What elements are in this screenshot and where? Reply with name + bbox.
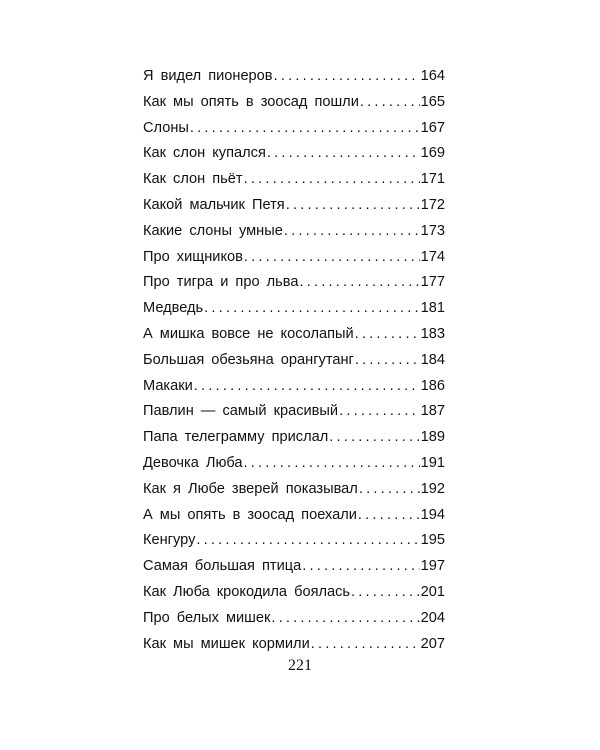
dot-leader bbox=[351, 580, 420, 606]
toc-entry-title: А мы опять в зоосад поехали bbox=[143, 506, 357, 523]
toc-entry bbox=[143, 141, 445, 167]
toc-entry-page: 169 bbox=[420, 145, 445, 162]
dot-leader bbox=[302, 554, 419, 580]
dot-leader bbox=[244, 245, 420, 271]
toc-entry-title: Про белых мишек bbox=[143, 609, 271, 626]
toc-entry-page: 174 bbox=[420, 248, 445, 265]
page-number: 221 bbox=[288, 657, 312, 674]
toc-entry-page: 194 bbox=[420, 506, 445, 523]
toc-entry-page: 164 bbox=[420, 68, 445, 84]
toc-entry bbox=[143, 606, 445, 632]
toc-entry-title: А мишка вовсе не косолапый bbox=[143, 325, 354, 342]
toc-entry bbox=[143, 503, 445, 529]
toc-entry-title: Как слон купался bbox=[143, 145, 266, 162]
dot-leader bbox=[355, 348, 420, 374]
toc-entry bbox=[143, 167, 445, 193]
dot-leader bbox=[267, 141, 420, 167]
dot-leader bbox=[286, 193, 420, 219]
toc-entry-page: 181 bbox=[420, 300, 445, 317]
toc-entry-title: Какой мальчик Петя bbox=[143, 196, 285, 213]
dot-leader bbox=[204, 296, 420, 322]
dot-leader bbox=[194, 374, 420, 400]
toc-entry-title: Папа телеграмму прислал bbox=[143, 429, 329, 446]
dot-leader bbox=[190, 116, 420, 142]
dot-leader bbox=[329, 425, 419, 451]
toc-entry-page: 172 bbox=[420, 196, 445, 213]
dot-leader bbox=[339, 399, 420, 425]
toc-entry-page: 189 bbox=[420, 429, 445, 446]
dot-leader bbox=[358, 503, 420, 529]
toc-entry-title: Как я Любе зверей показывал bbox=[143, 480, 358, 497]
toc-entry-page: 191 bbox=[420, 454, 445, 471]
toc-entry-page: 184 bbox=[420, 351, 445, 368]
toc-entry-page: 201 bbox=[420, 583, 445, 600]
toc-entry-title: Девочка Люба bbox=[143, 454, 243, 471]
dot-leader bbox=[355, 322, 420, 348]
toc-entry-title: Как слон пьёт bbox=[143, 171, 243, 188]
dot-leader bbox=[196, 528, 419, 554]
toc-entry-title: Кенгуру bbox=[143, 532, 196, 549]
dot-leader bbox=[271, 606, 419, 632]
toc-entry-page: 195 bbox=[420, 532, 445, 549]
table-of-contents bbox=[143, 64, 445, 657]
toc-entry-page: 177 bbox=[420, 274, 445, 291]
toc-entry-title: Какие слоны умные bbox=[143, 222, 283, 239]
dot-leader bbox=[284, 219, 420, 245]
toc-entry-page: 186 bbox=[420, 377, 445, 394]
toc-entry bbox=[143, 64, 445, 90]
toc-entry-title: Медведь bbox=[143, 300, 204, 317]
toc-entry bbox=[143, 374, 445, 400]
toc-entry bbox=[143, 270, 445, 296]
toc-entry bbox=[143, 399, 445, 425]
dot-leader bbox=[274, 64, 420, 90]
toc-entry-page: 192 bbox=[420, 480, 445, 497]
toc-entry-title: Самая большая птица bbox=[143, 558, 302, 575]
toc-entry-page: 183 bbox=[420, 325, 445, 342]
toc-entry-page: 171 bbox=[420, 171, 445, 188]
toc-entry bbox=[143, 116, 445, 142]
toc-entry-page: 204 bbox=[420, 609, 445, 626]
toc-entry bbox=[143, 322, 445, 348]
toc-entry-page: 173 bbox=[420, 222, 445, 239]
dot-leader bbox=[244, 167, 420, 193]
toc-entry bbox=[143, 632, 445, 658]
toc-entry-title: Как мы мишек кормили bbox=[143, 635, 310, 652]
toc-entry-title: Как Люба крокодила боялась bbox=[143, 583, 350, 600]
toc-entry-page: 187 bbox=[420, 403, 445, 420]
dot-leader bbox=[311, 632, 420, 658]
toc-entry bbox=[143, 554, 445, 580]
toc-entry-title: Про тигра и про льва bbox=[143, 274, 299, 291]
dot-leader bbox=[360, 90, 420, 116]
toc-entry-title: Макаки bbox=[143, 377, 193, 394]
toc-entry-page: 197 bbox=[420, 558, 445, 575]
toc-entry-title: Я видел пионеров bbox=[143, 68, 273, 84]
toc-entry bbox=[143, 193, 445, 219]
toc-entry-title: Про хищников bbox=[143, 248, 243, 265]
toc-entry-title: Как мы опять в зоосад пошли bbox=[143, 93, 359, 110]
toc-entry bbox=[143, 451, 445, 477]
toc-entry bbox=[143, 296, 445, 322]
dot-leader bbox=[299, 270, 419, 296]
toc-entry-page: 207 bbox=[420, 635, 445, 652]
dot-leader bbox=[359, 477, 420, 503]
dot-leader bbox=[244, 451, 420, 477]
toc-entry bbox=[143, 219, 445, 245]
toc-entry bbox=[143, 348, 445, 374]
toc-entry bbox=[143, 580, 445, 606]
toc-entry bbox=[143, 425, 445, 451]
toc-entry-title: Слоны bbox=[143, 119, 189, 136]
toc-entry bbox=[143, 477, 445, 503]
toc-entry-page: 165 bbox=[420, 93, 445, 110]
toc-entry-page: 167 bbox=[420, 119, 445, 136]
toc-entry-title: Павлин — самый красивый bbox=[143, 403, 339, 420]
toc-entry bbox=[143, 528, 445, 554]
toc-entry bbox=[143, 90, 445, 116]
toc-entry-title: Большая обезьяна орангутанг bbox=[143, 351, 354, 368]
toc-entry bbox=[143, 245, 445, 271]
